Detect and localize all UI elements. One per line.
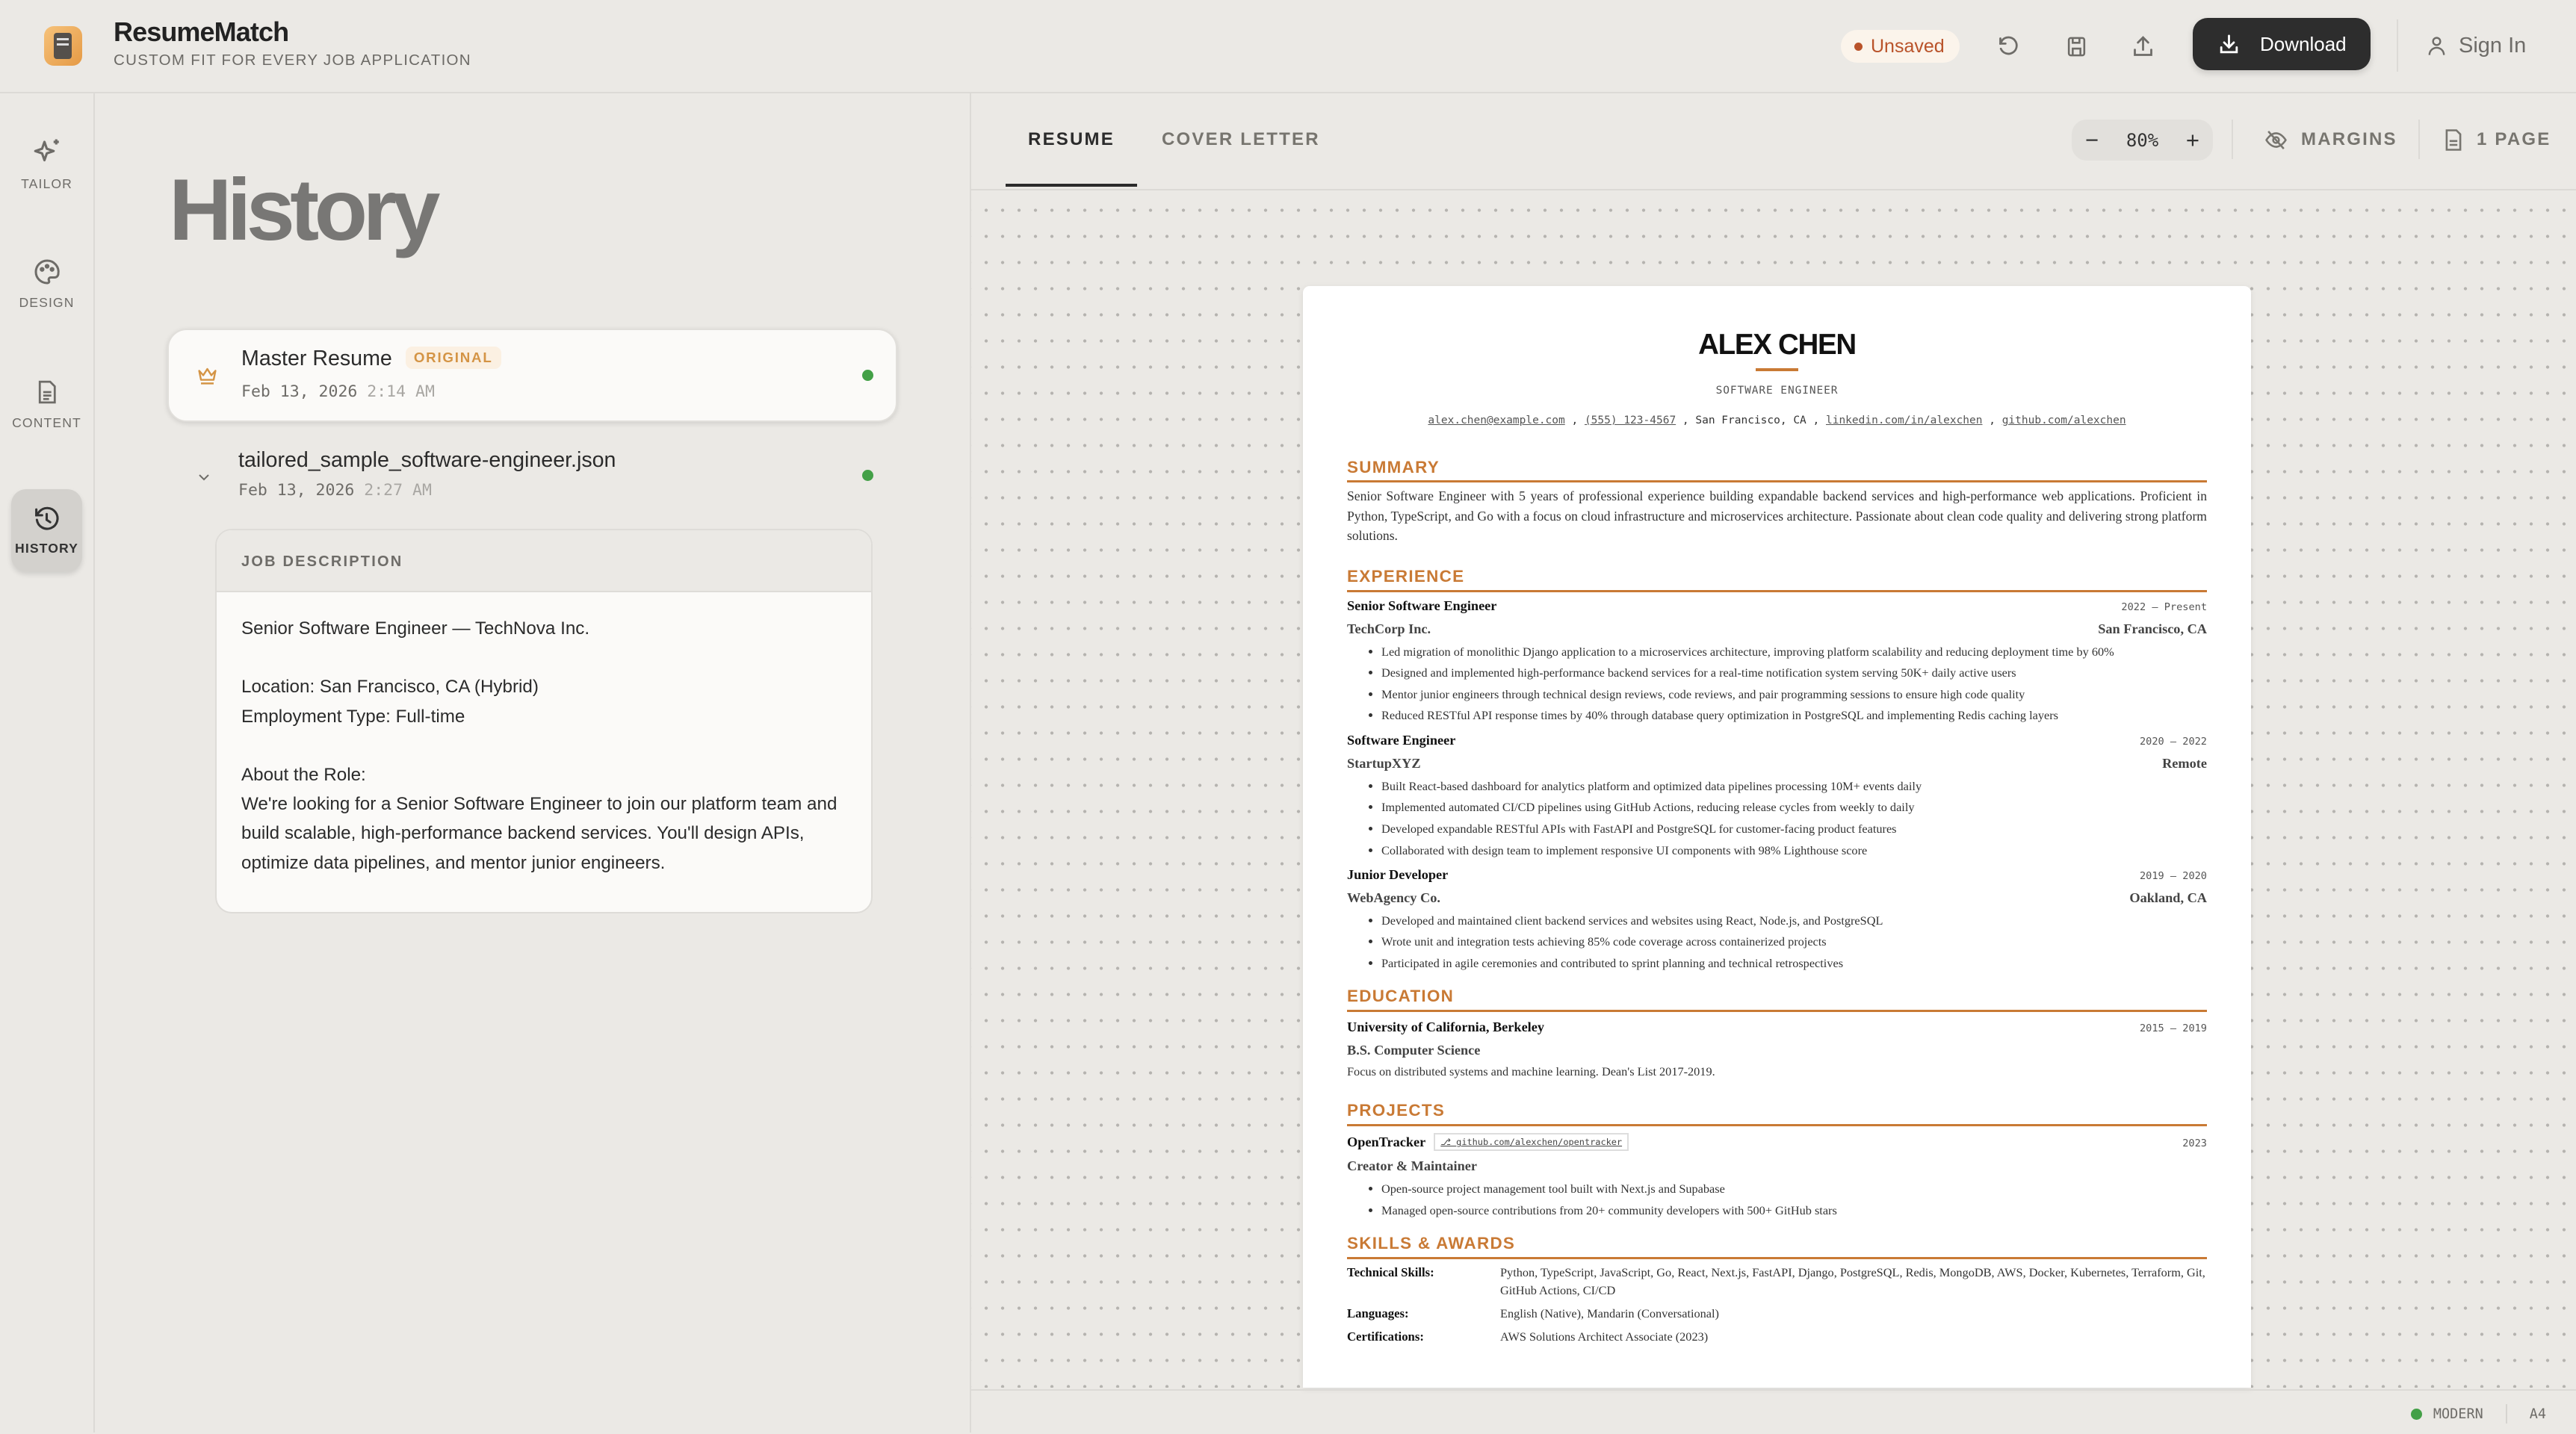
template-status-dot [2411,1409,2422,1420]
undo-button[interactable] [1992,30,2025,63]
job-description-heading: JOB DESCRIPTION [217,530,871,592]
save-icon [2065,34,2088,59]
company: TechCorp Inc. [1347,621,1431,636]
rail-item-design[interactable] [11,243,82,325]
palette-icon [32,257,62,287]
history-panel [95,93,971,1433]
experience-header [1347,730,2207,753]
history-item-date: Feb 13, 2026 2:14 AM [241,382,435,401]
education-entry [1347,1016,2207,1082]
job-description-line: Employment Type: Full-time [241,706,465,727]
sign-in-label: Sign In [2459,33,2527,58]
zoom-control [2072,120,2213,161]
chevron-down-icon[interactable] [195,468,213,486]
skill-value: English (Native), Mandarin (Conversational) [1500,1306,1719,1321]
app-subtitle: CUSTOM FIT FOR EVERY JOB APPLICATION [114,52,471,69]
experience-entry [1347,730,2207,860]
skills-list [1347,1264,2207,1346]
job-dates: 2022 – Present [2121,600,2207,613]
experience-header [1347,864,2207,887]
eye-off-icon [2264,128,2288,152]
job-description-box [215,529,873,913]
job-title: Junior Developer [1347,867,1449,883]
project-name: OpenTracker [1347,1135,1426,1150]
bullet-item: • Collaborated with design team to implement responsive UI components with 98% Lighthouse score [1381,842,2207,860]
skill-row [1347,1264,2207,1300]
status-dot-icon [1854,43,1863,51]
resume-role: SOFTWARE ENGINEER [1715,385,1839,397]
job-title: Software Engineer [1347,733,1456,748]
resume-name: ALEX CHEN [1698,329,1856,361]
skill-value: Python, TypeScript, JavaScript, Go, React, Next.js, FastAPI, Django, PostgreSQL, Redis, MongoDB, AWS, Docker, Kubernetes, Terraform, Git, GitHub Actions, CI/CD [1500,1265,2205,1298]
job-location: Remote [2162,755,2207,771]
bullet-item: • Designed and implemented high-performance backend services for a real-time notification system serving 50K+ daily active users [1381,664,2207,682]
bullet-item: • Developed expandable RESTful APIs with FastAPI and PostgreSQL for customer-facing product features [1381,820,2207,838]
job-description-line: Senior Software Engineer — TechNova Inc. [241,618,590,639]
project-year: 2023 [2182,1137,2207,1150]
bullet-item: • Implemented automated CI/CD pipelines using GitHub Actions, reducing release cycles from weekly to daily [1381,798,2207,816]
job-description-line [241,731,846,760]
download-icon [2217,33,2241,56]
skill-label: Technical Skills: [1347,1265,1434,1280]
tab-resume[interactable]: RESUME [1006,93,1137,187]
name-accent-rule [1756,368,1798,371]
status-text: Unsaved [1871,36,1945,57]
app-title: ResumeMatch [114,16,289,47]
job-description-line: About the Role: [241,765,366,786]
margins-label: MARGINS [2301,129,2397,149]
side-rail [0,93,95,1433]
rail-item-history[interactable] [11,489,82,571]
history-icon [33,505,61,533]
history-item-title: tailored_sample_software-engineer.json [238,448,616,472]
sparkle-icon [31,137,63,168]
unsaved-status-badge [1841,30,1960,63]
upload-icon [2131,34,2155,59]
project-role: Creator & Maintainer [1347,1158,1477,1174]
preview-toolbar [971,93,2576,190]
skill-label: Languages: [1347,1306,1409,1321]
job-description-line [241,643,846,672]
rail-label: CONTENT [12,415,81,430]
page-icon [2444,128,2463,152]
resume-contact: alex.chen@example.com , (555) 123-4567 , San Francisco, CA , linkedin.com/in/alexchen , github.com/alexchen [1428,414,2126,426]
bullet-item: • Led migration of monolithic Django application to a microservices architecture, improving platform scalability and reducing deployment time by 60% [1381,643,2207,661]
zoom-out-button[interactable]: − [2085,126,2099,153]
history-item-master[interactable] [167,329,897,422]
bullet-item: • Open-source project management tool built with Next.js and Supabase [1381,1180,2207,1198]
skill-value: AWS Solutions Architect Associate (2023) [1500,1329,1709,1344]
education-note: Focus on distributed systems and machine learning. Dean's List 2017-2019. [1347,1064,1715,1078]
job-dates: 2019 – 2020 [2139,870,2207,883]
page-count-label: 1 PAGE [2477,129,2551,149]
skill-label: Certifications: [1347,1329,1424,1344]
download-label: Download [2260,32,2347,55]
tab-cover-letter[interactable]: COVER LETTER [1162,129,1320,149]
top-header [0,0,2576,93]
bullet-item: • Mentor junior engineers through technical design reviews, code reviews, and pair programming sessions to ensure high code quality [1381,686,2207,704]
project-entry [1347,1131,2207,1220]
company: WebAgency Co. [1347,890,1440,905]
history-item-tailored[interactable] [167,438,897,514]
phone-link[interactable]: (555) 123-4567 [1584,414,1676,426]
rail-label: DESIGN [19,295,75,310]
page-count[interactable] [2444,123,2551,156]
status-bar [971,1389,2576,1434]
share-button[interactable] [2126,30,2159,63]
rail-label: HISTORY [15,540,78,556]
user-icon [2426,34,2447,58]
experience-subheader [1347,887,2207,909]
experience-subheader [1347,618,2207,640]
active-status-dot [862,370,873,381]
experience-list [1347,595,2207,972]
job-title: Senior Software Engineer [1347,598,1497,613]
project-link[interactable]: ⎇ github.com/alexchen/opentracker [1434,1133,1629,1151]
degree: B.S. Computer Science [1347,1043,1481,1058]
skill-row [1347,1328,2207,1346]
github-link[interactable]: github.com/alexchen [2001,414,2126,426]
education-dates: 2015 – 2019 [2139,1022,2207,1035]
zoom-level: 80% [2125,129,2159,151]
undo-icon [1996,34,2021,59]
history-item-date: Feb 13, 2026 2:27 AM [238,481,432,500]
original-badge: ORIGINAL [406,347,501,369]
bullet-item: • Participated in agile ceremonies and contributed to sprint planning and technical retrospectives [1381,955,2207,972]
job-dates: 2020 – 2022 [2139,736,2207,748]
history-item-title: Master Resume ORIGINAL [241,347,501,371]
school: University of California, Berkeley [1347,1019,1545,1035]
linkedin-link[interactable]: linkedin.com/in/alexchen [1825,414,1983,426]
job-location: Oakland, CA [2129,890,2207,905]
status-divider [2506,1404,2507,1424]
project-bullets [1347,1180,2207,1220]
sign-in-button[interactable] [2426,28,2526,63]
app-logo-icon [44,26,82,66]
bullet-item: • Wrote unit and integration tests achieving 85% code coverage across containerized projects [1381,933,2207,951]
bullet-item: • Reduced RESTful API response times by 40% through database query optimization in PostgreSQL and implementing Redis caching layers [1381,707,2207,724]
zoom-in-button[interactable]: + [2185,126,2199,153]
bullet-item: • Developed and maintained client backend services and websites using React, Node.js, and PostgreSQL [1381,912,2207,930]
experience-bullets [1347,777,2207,860]
resume-page [1303,286,2251,1388]
toolbar-divider [2232,120,2233,159]
experience-bullets [1347,643,2207,725]
resume-canvas [971,190,2576,1388]
save-button[interactable] [2060,30,2093,63]
download-button[interactable] [2193,18,2371,70]
experience-subheader [1347,753,2207,775]
toolbar-divider [2418,120,2420,159]
experience-bullets [1347,912,2207,972]
template-name: MODERN [2433,1406,2483,1422]
experience-entry [1347,864,2207,972]
section-heading-education: EDUCATION [1347,988,2207,1012]
location-text: San Francisco, CA [1695,414,1806,426]
job-description-line: Location: San Francisco, CA (Hybrid) [241,677,539,698]
job-description-line: We're looking for a Senior Software Engineer to join our platform team and build scalable, high-performance backend services. You'll design APIs, optimize data pipelines, and mentor junior engineers. [241,794,837,873]
page-title: History [169,161,436,258]
summary-text: Senior Software Engineer with 5 years of professional experience building expandable backend services and high-performance web applications. Proficient in Python, TypeScript, and Go with a focus on cloud infrastructure and microservices architecture. Passionate about clean code quality and delivering strong platform solutions. [1347,488,2207,543]
active-status-dot [862,470,873,481]
status-info [2411,1404,2546,1424]
rail-item-tailor[interactable] [11,123,82,205]
section-heading-projects: PROJECTS [1347,1102,2207,1126]
email-link[interactable]: alex.chen@example.com [1428,414,1565,426]
job-location: San Francisco, CA [2098,621,2207,636]
section-heading-experience: EXPERIENCE [1347,568,2207,592]
experience-header [1347,595,2207,618]
bullet-item: • Managed open-source contributions from 20+ community developers with 500+ GitHub stars [1381,1202,2207,1220]
header-divider [2397,19,2398,72]
crown-icon [196,364,218,386]
section-heading-skills: SKILLS & AWARDS [1347,1235,2207,1259]
rail-item-content[interactable] [11,363,82,445]
experience-entry [1347,595,2207,725]
bullet-item: • Built React-based dashboard for analytics platform and optimized data pipelines processing 10M+ events daily [1381,777,2207,795]
job-description-text [217,592,871,899]
company: StartupXYZ [1347,755,1421,771]
rail-label: TAILOR [21,176,72,191]
skill-row [1347,1305,2207,1323]
margins-toggle[interactable] [2264,123,2397,156]
paper-size: A4 [2529,1406,2546,1422]
document-icon [33,377,61,407]
section-heading-summary: SUMMARY [1347,459,2207,483]
